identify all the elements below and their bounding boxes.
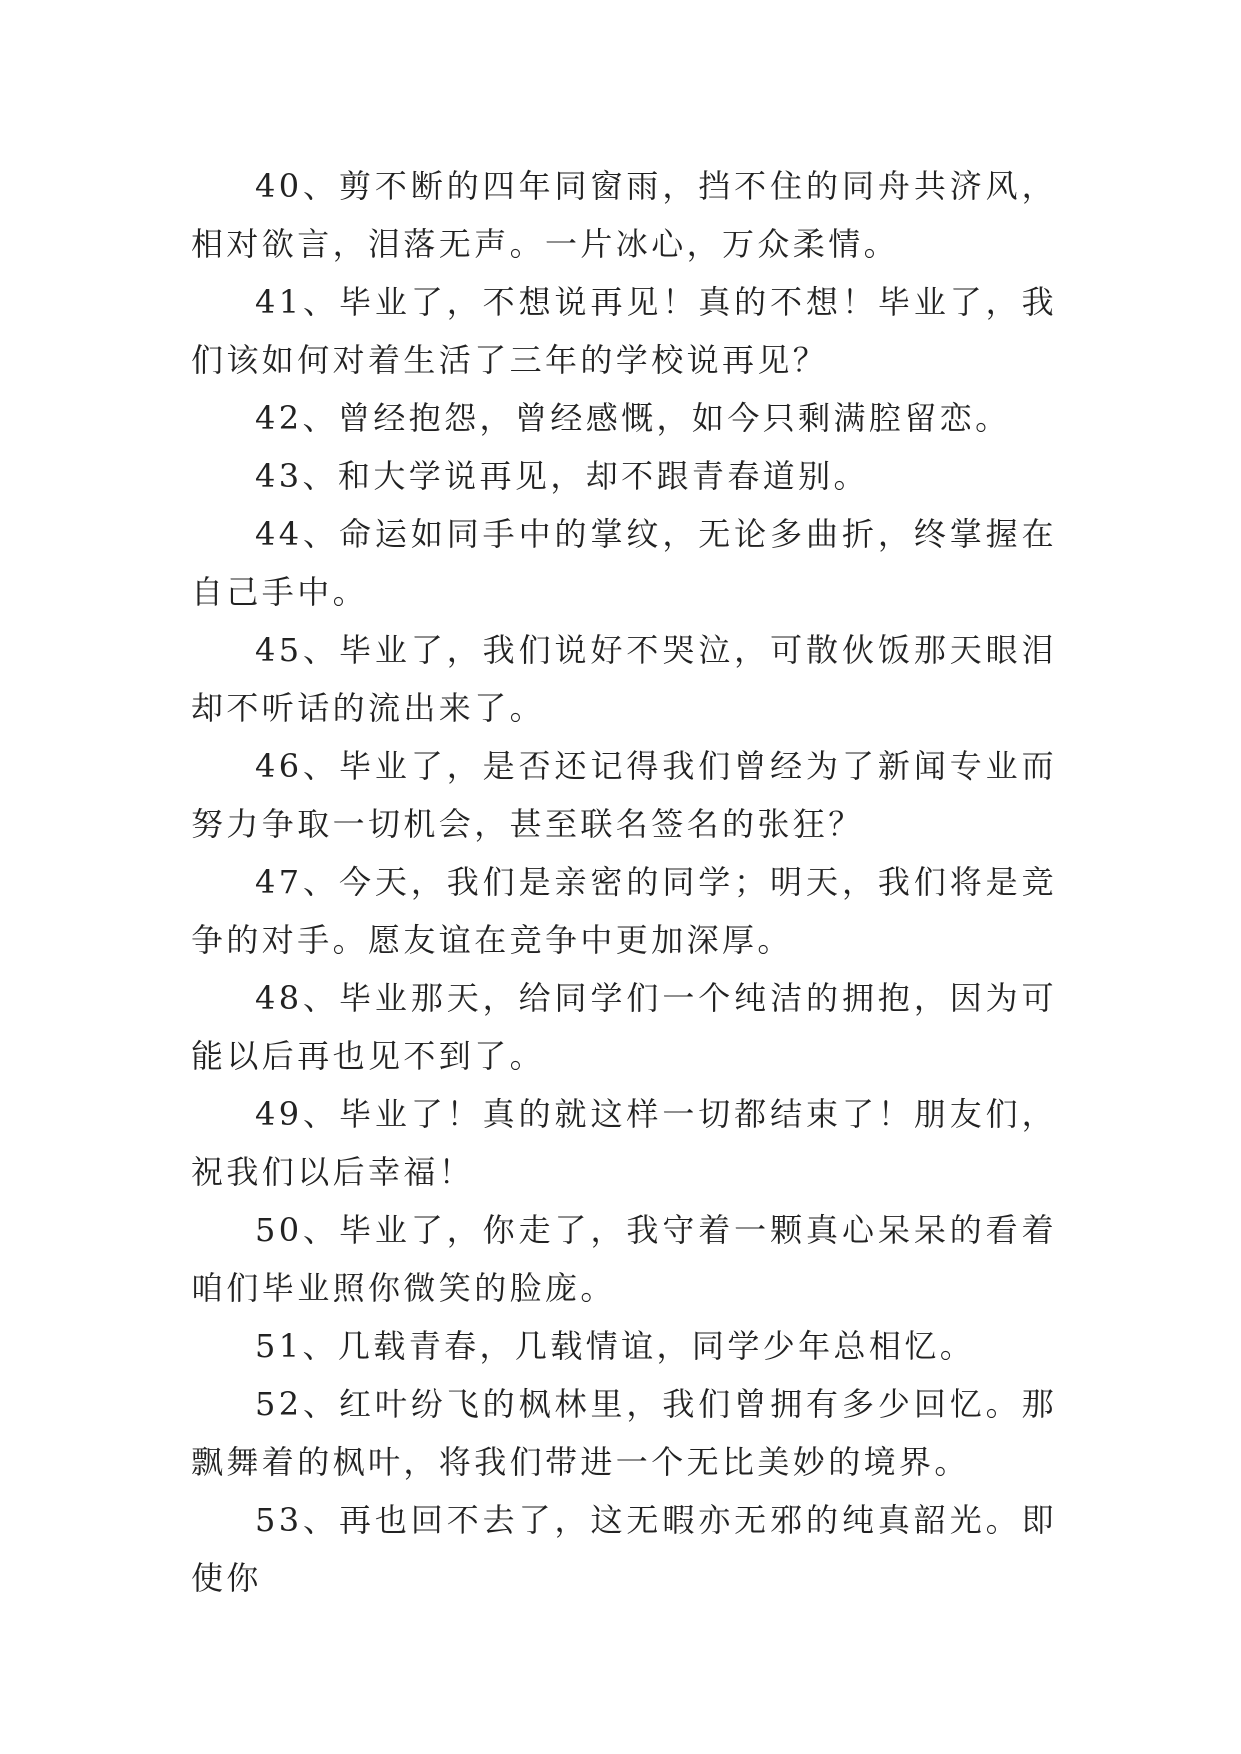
paragraph-52: 52、红叶纷飞的枫林里，我们曾拥有多少回忆。那飘舞着的枫叶，将我们带进一个无比美妙的境界。 — [191, 1385, 1057, 1481]
paragraph-42: 42、曾经抱怨，曾经感慨，如今只剩满腔留恋。 — [255, 399, 1011, 437]
document-body — [191, 157, 1057, 1607]
paragraph-48: 48、毕业那天，给同学们一个纯洁的拥抱，因为可能以后再也见不到了。 — [191, 979, 1057, 1075]
paragraph-51: 51、几载青春，几载情谊，同学少年总相忆。 — [255, 1327, 976, 1365]
paragraph-49: 49、毕业了！真的就这样一切都结束了！朋友们，祝我们以后幸福！ — [191, 1095, 1057, 1191]
paragraph-44: 44、命运如同手中的掌纹，无论多曲折，终掌握在自己手中。 — [191, 515, 1057, 611]
paragraph-50: 50、毕业了，你走了，我守着一颗真心呆呆的看着咱们毕业照你微笑的脸庞。 — [191, 1211, 1057, 1307]
paragraph-45: 45、毕业了，我们说好不哭泣，可散伙饭那天眼泪却不听话的流出来了。 — [191, 631, 1057, 727]
paragraph-43: 43、和大学说再见，却不跟青春道别。 — [255, 457, 869, 495]
paragraph-46: 46、毕业了，是否还记得我们曾经为了新闻专业而努力争取一切机会，甚至联名签名的张狂？ — [191, 747, 1057, 843]
paragraph-47: 47、今天，我们是亲密的同学；明天，我们将是竞争的对手。愿友谊在竞争中更加深厚。 — [191, 863, 1057, 959]
paragraph-53: 53、再也回不去了，这无暇亦无邪的纯真韶光。即使你 — [191, 1501, 1057, 1597]
paragraph-40: 40、剪不断的四年同窗雨，挡不住的同舟共济风，相对欲言，泪落无声。一片冰心，万众柔情。 — [191, 167, 1057, 263]
paragraph-41: 41、毕业了，不想说再见！真的不想！毕业了，我们该如何对着生活了三年的学校说再见？ — [191, 283, 1057, 379]
